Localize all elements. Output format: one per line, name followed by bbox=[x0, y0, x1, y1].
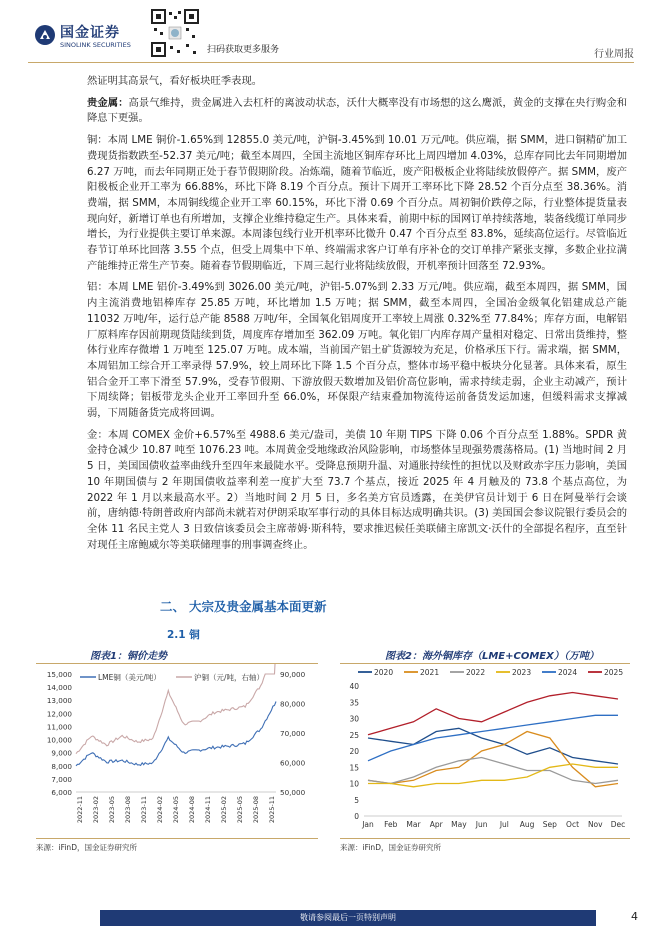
y-tick-label: 35 bbox=[349, 698, 359, 708]
subsection-title: 2.1 铜 bbox=[167, 629, 200, 641]
x-tick-label: 2024-02 bbox=[156, 796, 164, 824]
figure1-source: 来源：iFinD，国金证券研究所 bbox=[36, 843, 137, 852]
x-tick-label: Mar bbox=[406, 820, 421, 829]
series-line-2025 bbox=[368, 693, 618, 735]
company-name-cn: 国金证券 bbox=[60, 25, 120, 41]
y-left-tick-label: 11,000 bbox=[46, 722, 72, 732]
x-tick-label: 2023-11 bbox=[140, 796, 148, 824]
x-tick-label: 2024-05 bbox=[172, 796, 180, 824]
figure2-title: 图表2：海外铜库存（LME+COMEX）（万吨） bbox=[385, 651, 599, 662]
y-tick-label: 10 bbox=[349, 779, 359, 789]
legend-label-2022: 2022 bbox=[466, 668, 486, 677]
x-tick-label: Apr bbox=[429, 820, 443, 829]
legend-label-2024: 2024 bbox=[558, 668, 578, 677]
y-left-tick-label: 8,000 bbox=[51, 761, 72, 771]
footer-bar bbox=[100, 910, 596, 926]
qr-code-icon[interactable] bbox=[150, 8, 200, 58]
company-name-en: SINOLINK SECURITIES bbox=[60, 41, 131, 49]
x-tick-label: 2023-08 bbox=[124, 796, 132, 824]
y-tick-label: 0 bbox=[354, 812, 359, 821]
y-left-tick-label: 10,000 bbox=[46, 735, 72, 745]
y-tick-label: 40 bbox=[349, 682, 359, 691]
figure1-bottom-divider bbox=[36, 838, 318, 839]
footer-disclaimer[interactable]: 敬请参阅最后一页特别声明 bbox=[300, 913, 396, 922]
legend-label-2020: 2020 bbox=[374, 668, 394, 677]
y-left-tick-label: 15,000 bbox=[46, 670, 72, 679]
x-tick-label: Jul bbox=[499, 820, 509, 829]
paragraph-gold: 金：本周 COMEX 金价+6.57%至 4988.6 美元/盎司，美债 10 年期 TIPS 下降 0.06 个百分点至 1.88%。SPDR 黄金持仓减少 10.87 吨至 1076.23 吨。本周黄金受地缘政治风险影响，市场整体呈现强势震荡格局。(1) 当地时间 2 月 5 日，美国国债收益率曲线升至四年来最陡水平。受降息预期升温、对通胀持续性的担忧以及财政赤字压力影响，美国 10 年期国债与 2 年期国债收益率利差一度扩大至 73.7 个基点，接近 2025 年 4 月触及的 73.8 个基点高位，为 2022 年 1 月以来最高水平。2）当地时间 2 月 5 日，多名美方官员透露，在美伊官员计划于 6 日在阿曼举行会谈前，唐纳德·特朗普政府内部尚未就若对伊朗采取军事行动的具体目标达成明确共识。(3) 美国国会参议院银行委员会的全体 11 名民主党人 3 日致信该委员会主席蒂姆·斯科特，要求推迟候任美联储主席凯文·沃什的全部提名程序，直至针对现任主席鲍威尔等美联储理事的刑事调查终止。 bbox=[87, 428, 627, 551]
y-right-tick-label: 60,000 bbox=[280, 758, 306, 768]
page-header bbox=[0, 0, 662, 70]
figure2-source: 来源：iFinD，国金证券研究所 bbox=[340, 843, 441, 852]
y-left-tick-label: 7,000 bbox=[51, 774, 72, 784]
x-tick-label: 2025-08 bbox=[252, 796, 260, 824]
page-number: 4 bbox=[631, 910, 638, 923]
company-logo-icon bbox=[34, 24, 56, 46]
figure1-title: 图表1：铜价走势 bbox=[90, 651, 167, 662]
report-type: 行业周报 bbox=[594, 49, 634, 60]
legend-label-2021: 2021 bbox=[420, 668, 440, 677]
y-left-tick-label: 14,000 bbox=[46, 683, 72, 693]
legend-label-lme: LME铜（美元/吨） bbox=[98, 673, 161, 682]
y-tick-label: 20 bbox=[349, 747, 359, 756]
y-left-tick-label: 13,000 bbox=[46, 696, 72, 706]
section-number: 二、 bbox=[160, 599, 186, 614]
company-logo bbox=[34, 22, 134, 52]
overseas-copper-stock-chart bbox=[340, 664, 632, 834]
x-tick-label: 2023-05 bbox=[108, 796, 116, 824]
y-right-tick-label: 70,000 bbox=[280, 729, 306, 738]
y-tick-label: 30 bbox=[349, 714, 359, 724]
precious-metals-text: 高景气维持，贵金属进入去杠杆的离波动状态，沃什大概率没有市场想的这么鹰派，黄金的支撑在央行购金和降息下更强。 bbox=[87, 96, 627, 125]
y-left-tick-label: 6,000 bbox=[51, 788, 72, 797]
qr-caption: 扫码获取更多服务 bbox=[207, 45, 280, 55]
y-tick-label: 5 bbox=[354, 795, 359, 805]
report-body bbox=[87, 74, 627, 559]
x-tick-label: 2025-05 bbox=[236, 796, 244, 824]
paragraph-precious-metals bbox=[87, 96, 627, 127]
y-left-tick-label: 9,000 bbox=[51, 748, 72, 758]
y-right-tick-label: 50,000 bbox=[280, 788, 306, 797]
section-title-text: 大宗及贵金属基本面更新 bbox=[189, 599, 327, 614]
y-tick-label: 15 bbox=[349, 763, 359, 773]
x-tick-label: Dec bbox=[610, 820, 626, 829]
y-right-tick-label: 90,000 bbox=[280, 670, 306, 679]
x-tick-label: 2024-11 bbox=[204, 796, 212, 824]
x-tick-label: 2025-02 bbox=[220, 796, 228, 824]
x-tick-label: Sep bbox=[542, 820, 557, 829]
x-tick-label: Jan bbox=[362, 820, 374, 829]
paragraph-intro: 然证明其高景气，看好板块旺季表现。 bbox=[87, 75, 263, 87]
copper-price-chart bbox=[36, 664, 326, 834]
header-divider bbox=[28, 62, 634, 63]
figure2-bottom-divider bbox=[340, 838, 630, 839]
series-line-lme-copper bbox=[76, 702, 276, 766]
paragraph-aluminum: 铝：本周 LME 铝价-3.49%到 3026.00 美元/吨，沪铝-5.07%到 2.33 万元/吨。供应端，截至本周四，据 SMM，国内主流消费地铝棒库存 25.85 万吨，环比增加 1.5 万吨；据 SMM，截至本周四，全国冶金级氧化铝建成总产能 11032 万吨/年，运行总产能 8588 万吨/年，全国氧化铝周度开工率较上周涨 0.32%至 77.84%；库存方面，电解铝厂原料库存因前期现货陆续到货，周度库存增加至 362.09 万吨。氧化铝厂内库存周产量相对稳定、日常出货维持，整体行业库存微增 1 万吨至 125.07 万吨。成本端，当前国产铝土矿货源较为充足，价格承压下行。需求端，据 SMM，本周铝加工综合开工率录得 57.9%，较上周环比下降 1.5 个百分点，整体市场平稳中板块分化显著。具体来看，原生铝合金开工率下滑至 57.9%，受春节假期、下游放假天数增加及铝价高位影响，需求持续走弱，企业主动减产，预计下周续降；铝板带龙头企业开工率回升至 66.0%，环保限产结束叠加物流待运前备货发运加速，但缓料需求支撑减弱，下周随备货完成将回调。 bbox=[87, 281, 627, 420]
legend-label-2023: 2023 bbox=[512, 668, 532, 677]
paragraph-copper: 铜：本周 LME 铜价-1.65%到 12855.0 美元/吨，沪铜-3.45%到 10.01 万元/吨。供应端，据 SMM，进口铜精矿加工费现货指数跌至-52.37 美元/吨；截至本周四，全国主流地区铜库存环比上周四增加 4.03%，总库存同比去年同期增加 6.27 万吨，而去年同期正处于春节假期阶段。冶炼端，随着节临近，废产阳极板企业将陆续放假停产。据 SMM，废产阳极板企业开工率为 66.88%，环比下降 8.19 个百分点。预计下周开工率环比下降 28.52 个百分点至 38.36%。消费端，据 SMM，本周铜线缆企业开工率 60.15%，环比下滑 0.69 个百分点。周初铜价跌停之际，行业整体提货量表现向好，新增订单也有所增加，支撑企业维持稳定生产。具体来看，前期中标的国网订单持续落地，装备线缆订单同步增长，为行业提供主要订单来源。本周漆包线行业开机率环比微升 0.47 个百分点至 83.8%，延续高位运行。尽管临近春节订单环比回落 3.55 个点，但受上周集中下单、终端需求客户订单有序补仓的交订单排产紧张支撑，多数企业拉满产能维持正常生产节奏。随着春节假期临近，下周三起行业将陆续放假，开机率预计回落至 72.93%。 bbox=[87, 134, 627, 272]
legend-label-shfe: 沪铜（元/吨，右轴） bbox=[194, 673, 265, 682]
x-tick-label: Aug bbox=[519, 820, 535, 829]
x-tick-label: Jun bbox=[475, 820, 488, 829]
series-line-2024 bbox=[368, 715, 618, 761]
x-tick-label: May bbox=[451, 820, 467, 829]
precious-metals-label: 贵金属： bbox=[87, 96, 129, 109]
y-tick-label: 25 bbox=[349, 730, 359, 740]
x-tick-label: Feb bbox=[384, 820, 398, 829]
x-tick-label: Nov bbox=[587, 820, 603, 829]
section-title bbox=[160, 597, 327, 615]
x-tick-label: 2024-08 bbox=[188, 796, 196, 824]
y-right-tick-label: 80,000 bbox=[280, 699, 306, 709]
x-tick-label: 2025-11 bbox=[268, 796, 276, 824]
series-line-2022 bbox=[368, 758, 618, 784]
x-tick-label: 2022-11 bbox=[76, 796, 84, 824]
series-line-2023 bbox=[368, 764, 618, 787]
x-tick-label: 2023-02 bbox=[92, 796, 100, 824]
y-left-tick-label: 12,000 bbox=[46, 709, 72, 719]
legend-label-2025: 2025 bbox=[604, 668, 624, 677]
x-tick-label: Oct bbox=[566, 820, 580, 829]
